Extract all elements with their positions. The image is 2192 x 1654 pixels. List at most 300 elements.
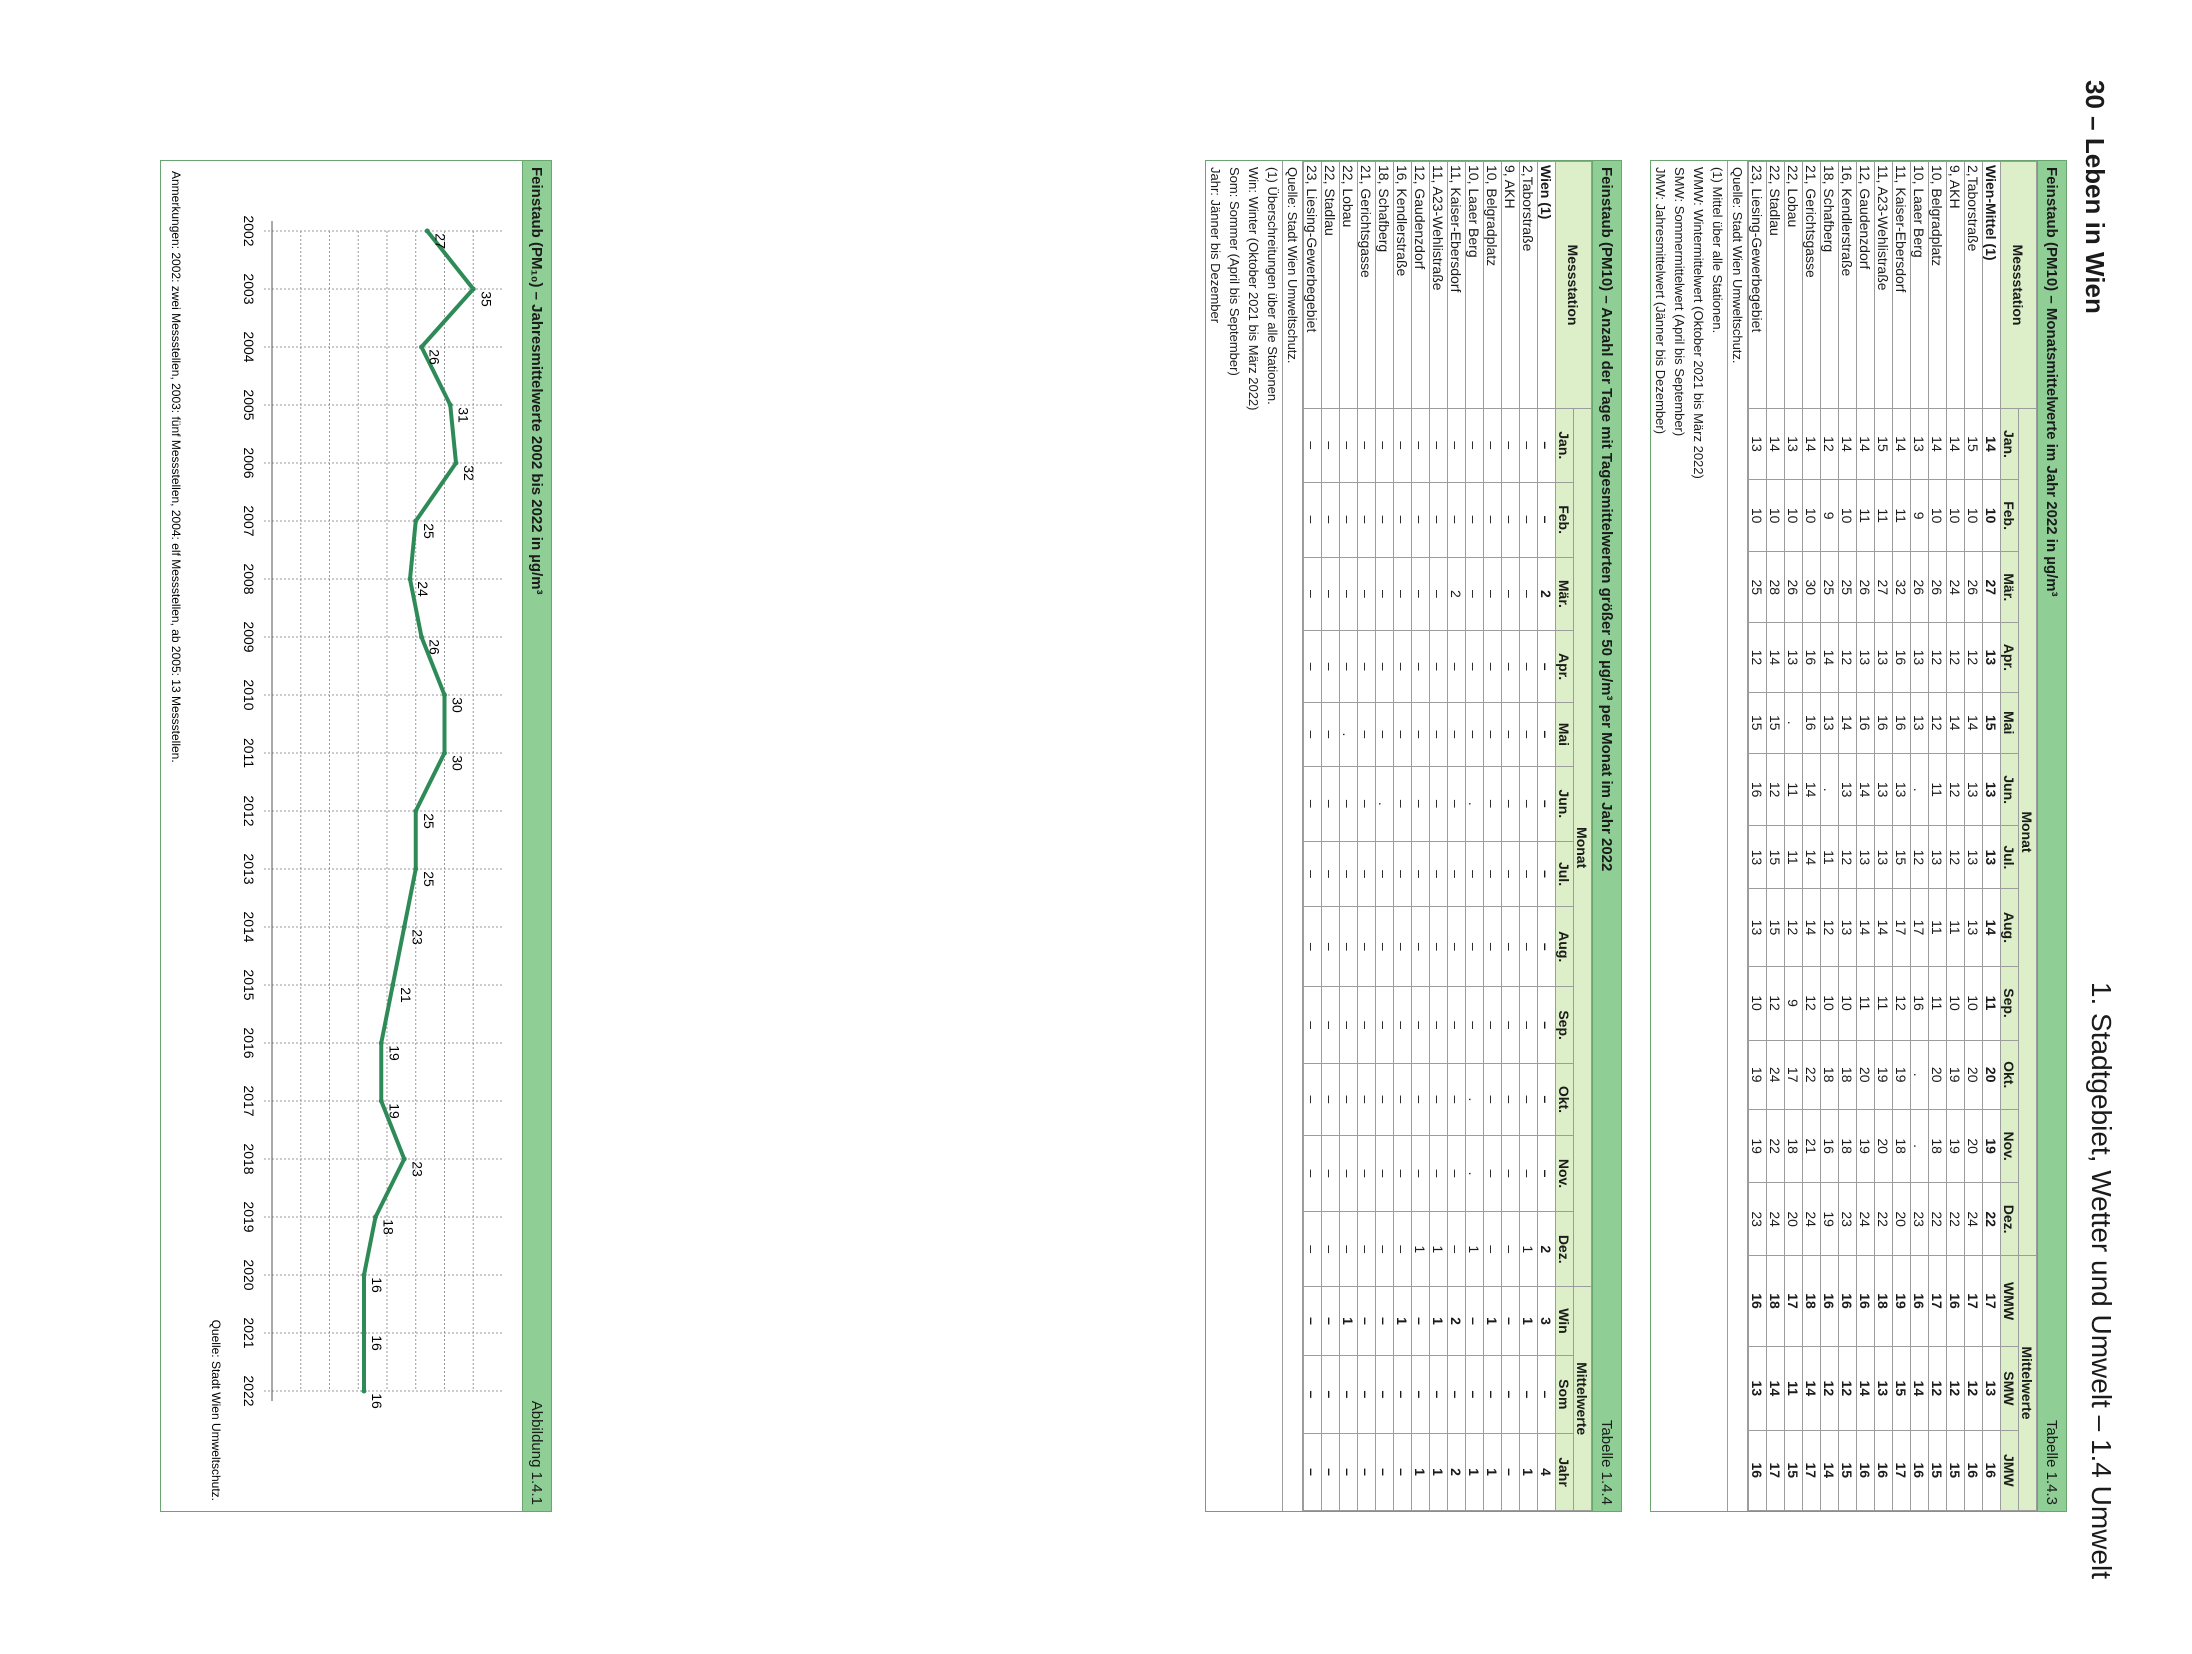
data-point: [379, 1099, 384, 1104]
table-cell: –: [1430, 766, 1448, 841]
table-cell: 1: [1520, 1434, 1538, 1511]
table-cell: 13: [1839, 889, 1857, 966]
table-cell: 13: [1983, 826, 2001, 889]
table-cell: –: [1466, 557, 1484, 631]
table-cell: 1: [1412, 1212, 1430, 1287]
table-cell: –: [1448, 703, 1466, 767]
table-cell: –: [1466, 907, 1484, 987]
table-cell: .: [1911, 753, 1929, 825]
figure-source: Quelle: Stadt Wien Umweltschutz.: [209, 1319, 223, 1501]
table-cell: 10: [1983, 479, 2001, 551]
table-cell: 11: [1857, 479, 1875, 551]
table-cell: –: [1502, 987, 1520, 1064]
table-title-bar: [1592, 161, 1621, 1511]
table-cell: –: [1466, 841, 1484, 906]
table-cell: –: [1448, 907, 1466, 987]
data-label: 26: [426, 349, 443, 365]
table-cell: 26: [1965, 552, 1983, 623]
table-cell: –: [1376, 1064, 1394, 1136]
table-title-bar: [2037, 161, 2066, 1511]
table-cell: –: [1520, 766, 1538, 841]
table-cell: –: [1322, 409, 1340, 483]
station-name: 9, AKH: [1502, 162, 1520, 409]
table-cell: 14: [1893, 409, 1911, 480]
table-cell: 9: [1785, 966, 1803, 1040]
table-cell: –: [1304, 766, 1322, 841]
table-cell: –: [1304, 841, 1322, 906]
table-cell: 1: [1412, 1434, 1430, 1511]
table-cell: 17: [1785, 1040, 1803, 1109]
table-cell: –: [1484, 557, 1502, 631]
col-month: Nov.: [2001, 1109, 2019, 1183]
table-cell: 15: [1893, 1347, 1911, 1430]
table-cell: 14: [1911, 1347, 1929, 1430]
table-cell: 26: [1929, 552, 1947, 623]
table-cell: –: [1394, 987, 1412, 1064]
table-cell: –: [1430, 841, 1448, 906]
table-cell: 12: [1839, 826, 1857, 889]
table-cell: –: [1466, 987, 1484, 1064]
col-month: Jul.: [1556, 841, 1574, 906]
table-cell: 15: [1947, 1430, 1965, 1510]
table-cell: –: [1304, 1355, 1322, 1433]
x-tick-label: 2015: [241, 969, 257, 1001]
station-name: 12, Gaudenzdorf: [1412, 162, 1430, 409]
table-cell: 23: [1749, 1183, 1767, 1255]
col-month: Apr.: [1556, 631, 1574, 703]
table-cell: 12: [1947, 826, 1965, 889]
table-cell: 9: [1911, 479, 1929, 551]
table-cell: –: [1304, 482, 1322, 557]
table-cell: 14: [1857, 409, 1875, 480]
table-cell: 10: [1749, 966, 1767, 1040]
table-cell: –: [1322, 987, 1340, 1064]
table-cell: –: [1340, 907, 1358, 987]
table-cell: 10: [1965, 479, 1983, 551]
table-cell: –: [1376, 409, 1394, 483]
col-month: Dez.: [1556, 1212, 1574, 1287]
table-cell: 10: [1839, 966, 1857, 1040]
table-cell: –: [1340, 841, 1358, 906]
table-cell: –: [1412, 409, 1430, 483]
table-cell: 22: [1929, 1183, 1947, 1255]
table-cell: –: [1412, 907, 1430, 987]
table-cell: –: [1322, 1434, 1340, 1511]
table-title: Feinstaub (PM10) – Monatsmittelwerte im Jahr 2022 in µg/m³: [2043, 167, 2061, 597]
table-cell: –: [1358, 557, 1376, 631]
table-cell: 14: [1857, 1347, 1875, 1430]
x-tick-label: 2003: [241, 273, 257, 305]
table-cell: 1: [1484, 1434, 1502, 1511]
x-tick-label: 2002: [241, 215, 257, 247]
table-cell: 13: [1911, 623, 1929, 692]
table-note: Win: Winter (Oktober 2021 bis März 2022): [1246, 167, 1261, 411]
table-cell: 26: [1785, 552, 1803, 623]
table-cell: –: [1448, 987, 1466, 1064]
table-row: [1466, 162, 1484, 1511]
table-cell: 19: [1875, 1040, 1893, 1109]
col-month: Mai: [2001, 692, 2019, 753]
table-cell: –: [1520, 987, 1538, 1064]
table-cell: 16: [1983, 1430, 2001, 1510]
data-point: [413, 867, 418, 872]
table-cell: –: [1502, 703, 1520, 767]
col-station: Messstation: [1556, 162, 1592, 409]
table-cell: –: [1358, 1355, 1376, 1433]
table-cell: 13: [1875, 753, 1893, 825]
table-cell: 16: [1893, 692, 1911, 753]
table-cell: –: [1484, 1212, 1502, 1287]
table-cell: 2: [1538, 557, 1556, 631]
data-label: 35: [478, 291, 495, 307]
table-cell: –: [1322, 1135, 1340, 1211]
table-cell: 10: [1821, 966, 1839, 1040]
table-cell: 13: [1857, 623, 1875, 692]
table-cell: 13: [1821, 692, 1839, 753]
table-cell: 18: [1929, 1109, 1947, 1183]
table-cell: 13: [1983, 623, 2001, 692]
table-cell: 10: [1767, 479, 1785, 551]
table-cell: 15: [1785, 1430, 1803, 1510]
station-name: 22, Lobau: [1785, 162, 1803, 409]
table-cell: 20: [1857, 1040, 1875, 1109]
x-tick-label: 2011: [241, 737, 257, 769]
table-row: [1322, 162, 1340, 1511]
table-note: SMW: Sommermittelwert (April bis September): [1672, 167, 1687, 437]
table-cell: 21: [1803, 1109, 1821, 1183]
col-month: Feb.: [2001, 479, 2019, 551]
station-name: 10, Laaer Berg: [1911, 162, 1929, 409]
table-row: [1358, 162, 1376, 1511]
table-cell: 30: [1803, 552, 1821, 623]
col-month: Jan.: [2001, 409, 2019, 480]
table-row: [1520, 162, 1538, 1511]
table-cell: –: [1358, 841, 1376, 906]
x-tick-label: 2012: [241, 795, 257, 827]
table-cell: 10: [1965, 966, 1983, 1040]
table-cell: 13: [1875, 826, 1893, 889]
table-cell: 1: [1394, 1287, 1412, 1355]
table-cell: –: [1520, 557, 1538, 631]
table-row: [1502, 162, 1520, 1511]
x-tick-label: 2018: [241, 1143, 257, 1175]
table-cell: –: [1484, 907, 1502, 987]
table-cell: –: [1304, 631, 1322, 703]
table-cell: –: [1340, 482, 1358, 557]
data-label: 31: [455, 407, 472, 423]
table-cell: –: [1376, 1287, 1394, 1355]
table-row: [1376, 162, 1394, 1511]
col-month: Mär.: [2001, 552, 2019, 623]
table-cell: 14: [1875, 889, 1893, 966]
table-cell: .: [1911, 1109, 1929, 1183]
table-cell: 13: [1983, 753, 2001, 825]
table-cell: –: [1448, 1212, 1466, 1287]
table-cell: 16: [1911, 1430, 1929, 1510]
data-label: 27: [432, 233, 449, 249]
x-tick-label: 2007: [241, 505, 257, 537]
table-cell: –: [1520, 482, 1538, 557]
data-point: [419, 635, 424, 640]
table-cell: 1: [1484, 1287, 1502, 1355]
col-month: Sep.: [2001, 966, 2019, 1040]
table-cell: –: [1358, 631, 1376, 703]
data-point: [425, 229, 430, 234]
table-cell: 12: [1839, 1347, 1857, 1430]
table-cell: 12: [1893, 966, 1911, 1040]
table-cell: 13: [1875, 1347, 1893, 1430]
table-row: [1929, 162, 1947, 1511]
table-cell: 32: [1893, 552, 1911, 623]
table-cell: –: [1448, 1135, 1466, 1211]
table-cell: 14: [1839, 692, 1857, 753]
table-note: (1) Mittel über alle Stationen.: [1708, 161, 1728, 1511]
x-tick-label: 2010: [241, 679, 257, 711]
table-row: [1947, 162, 1965, 1511]
table-cell: –: [1412, 557, 1430, 631]
table-cell: –: [1484, 1064, 1502, 1136]
table-cell: –: [1430, 1064, 1448, 1136]
table-cell: 12: [1785, 889, 1803, 966]
table-cell: –: [1376, 1135, 1394, 1211]
table-cell: 23: [1839, 1183, 1857, 1255]
table-cell: –: [1304, 987, 1322, 1064]
table-tag: Tabelle 1.4.4: [1598, 1419, 1616, 1505]
table-note: Som: Sommer (April bis September): [1227, 167, 1242, 376]
table-cell: –: [1466, 1287, 1484, 1355]
table-cell: –: [1430, 631, 1448, 703]
table-cell: –: [1340, 1135, 1358, 1211]
table-cell: –: [1376, 1212, 1394, 1287]
table-cell: .: [1376, 766, 1394, 841]
table-cell: 14: [1983, 409, 2001, 480]
table-cell: –: [1376, 482, 1394, 557]
table-cell: 17: [1983, 1255, 2001, 1346]
table-cell: 13: [1749, 826, 1767, 889]
figure-tag: Abbildung 1.4.1: [528, 1400, 546, 1505]
table-cell: –: [1466, 1355, 1484, 1433]
table-cell: 17: [1767, 1430, 1785, 1510]
table-row: [1340, 162, 1358, 1511]
station-name: 11, Kaiser-Ebersdorf: [1448, 162, 1466, 409]
table-cell: –: [1412, 1135, 1430, 1211]
table-cell: .: [1466, 1064, 1484, 1136]
col-month: Nov.: [1556, 1135, 1574, 1211]
table-cell: 12: [1911, 826, 1929, 889]
table-cell: 14: [1803, 1347, 1821, 1430]
table-cell: –: [1520, 907, 1538, 987]
table-row: [1893, 162, 1911, 1511]
data-label: 18: [380, 1219, 397, 1235]
table-row: [1448, 162, 1466, 1511]
table-cell: –: [1322, 1064, 1340, 1136]
table-cell: 1: [1340, 1287, 1358, 1355]
table-cell: 13: [1785, 409, 1803, 480]
page-header-left: 30 – Leben in Wien: [2080, 80, 2110, 314]
table-cell: 15: [1749, 692, 1767, 753]
table-cell: 14: [1857, 753, 1875, 825]
table-cell: –: [1340, 987, 1358, 1064]
table-cell: –: [1394, 1434, 1412, 1511]
data-label: 24: [415, 581, 431, 597]
table-cell: 16: [1875, 1430, 1893, 1510]
data-label: 23: [409, 929, 426, 945]
table-cell: 10: [1947, 966, 1965, 1040]
table-cell: –: [1502, 766, 1520, 841]
table-cell: –: [1304, 1434, 1322, 1511]
table-cell: 18: [1785, 1109, 1803, 1183]
table-cell: 26: [1911, 552, 1929, 623]
table-cell: –: [1520, 841, 1538, 906]
table-cell: –: [1412, 987, 1430, 1064]
col-month: Jan.: [1556, 409, 1574, 483]
table-cell: –: [1322, 631, 1340, 703]
col-group-mean: Mittelwerte: [1574, 1287, 1592, 1511]
table-cell: 14: [1803, 889, 1821, 966]
x-tick-label: 2005: [241, 389, 257, 421]
table-cell: –: [1394, 1355, 1412, 1433]
table-cell: 20: [1965, 1109, 1983, 1183]
table-cell: –: [1448, 841, 1466, 906]
table-cell: .: [1785, 692, 1803, 753]
table-cell: 19: [1749, 1040, 1767, 1109]
table-cell: –: [1430, 987, 1448, 1064]
table-cell: –: [1322, 703, 1340, 767]
table-cell: –: [1394, 1064, 1412, 1136]
table-cell: –: [1412, 631, 1430, 703]
table-cell: .: [1466, 766, 1484, 841]
table-cell: 4: [1538, 1434, 1556, 1511]
table-cell: –: [1502, 1287, 1520, 1355]
table-cell: 17: [1893, 889, 1911, 966]
table-row: [1304, 162, 1322, 1511]
table-cell: 24: [1767, 1040, 1785, 1109]
table-cell: –: [1448, 631, 1466, 703]
line-chart: [156, 161, 522, 1511]
table-cell: –: [1412, 1287, 1430, 1355]
table-cell: –: [1430, 907, 1448, 987]
table-cell: –: [1484, 482, 1502, 557]
station-name: 11, Kaiser-Ebersdorf: [1893, 162, 1911, 409]
table-cell: 20: [1785, 1183, 1803, 1255]
table-cell: –: [1304, 409, 1322, 483]
table-cell: –: [1412, 766, 1430, 841]
table-cell: –: [1340, 409, 1358, 483]
table-cell: –: [1340, 631, 1358, 703]
table-cell: 16: [1911, 966, 1929, 1040]
table-cell: 24: [1803, 1183, 1821, 1255]
station-name: 10, Laaer Berg: [1466, 162, 1484, 409]
table-row: [1857, 162, 1875, 1511]
table-cell: –: [1322, 907, 1340, 987]
table-cell: 25: [1749, 552, 1767, 623]
table-cell: 10: [1749, 479, 1767, 551]
table-cell: –: [1502, 1212, 1520, 1287]
data-label: 30: [449, 755, 466, 771]
table-cell: 11: [1983, 966, 2001, 1040]
table-row: [1839, 162, 1857, 1511]
table-cell: –: [1466, 703, 1484, 767]
table-cell: 14: [1767, 623, 1785, 692]
table-cell: 23: [1911, 1183, 1929, 1255]
table-cell: –: [1430, 557, 1448, 631]
data-label: 23: [409, 1161, 426, 1177]
table-cell: –: [1502, 631, 1520, 703]
station-name: 23, Liesing-Gewerbegebiet: [1304, 162, 1322, 409]
x-tick-label: 2021: [241, 1317, 257, 1349]
x-tick-label: 2014: [241, 911, 257, 943]
table-note: Jahr: Jänner bis Dezember: [1208, 167, 1223, 324]
data-point: [471, 287, 476, 292]
x-tick-label: 2017: [241, 1085, 257, 1117]
table-cell: –: [1466, 409, 1484, 483]
table-cell: 14: [1929, 409, 1947, 480]
table-cell: 22: [1983, 1183, 2001, 1255]
table-cell: 18: [1839, 1040, 1857, 1109]
table-cell: 12: [1821, 1347, 1839, 1430]
table-cell: 12: [1947, 1347, 1965, 1430]
table-cell: 16: [1749, 1255, 1767, 1346]
table-cell: –: [1502, 482, 1520, 557]
table-cell: 2: [1538, 1212, 1556, 1287]
table-cell: –: [1394, 1212, 1412, 1287]
table-cell: –: [1322, 766, 1340, 841]
table-cell: 13: [1839, 753, 1857, 825]
table-cell: 11: [1947, 889, 1965, 966]
table-cell: 15: [1983, 692, 2001, 753]
table-cell: 25: [1839, 552, 1857, 623]
table-cell: –: [1322, 1212, 1340, 1287]
table-cell: –: [1430, 1135, 1448, 1211]
table-cell: –: [1394, 557, 1412, 631]
table-cell: –: [1358, 1212, 1376, 1287]
table-cell: .: [1821, 753, 1839, 825]
table-row: [1983, 162, 2001, 1511]
table-cell: 12: [1803, 966, 1821, 1040]
table-cell: –: [1394, 766, 1412, 841]
table-cell: –: [1304, 557, 1322, 631]
station-name: 21, Gerichtsgasse: [1803, 162, 1821, 409]
table-cell: 19: [1749, 1109, 1767, 1183]
table-row: [1430, 162, 1448, 1511]
data-point: [448, 403, 453, 408]
table-row: [1785, 162, 1803, 1511]
table-cell: 11: [1875, 479, 1893, 551]
table-cell: –: [1376, 1355, 1394, 1433]
table-cell: 19: [1893, 1255, 1911, 1346]
table-cell: 27: [1875, 552, 1893, 623]
table-cell: 19: [1983, 1109, 2001, 1183]
table-row: [1803, 162, 1821, 1511]
table-cell: 13: [1749, 409, 1767, 480]
table-cell: 17: [1965, 1255, 1983, 1346]
table-cell: –: [1484, 1355, 1502, 1433]
table-row: [1911, 162, 1929, 1511]
table-cell: –: [1340, 1355, 1358, 1433]
table-cell: 13: [1893, 753, 1911, 825]
table-cell: 14: [1821, 1430, 1839, 1510]
data-point: [362, 1273, 367, 1278]
table-cell: 12: [1929, 1347, 1947, 1430]
table-cell: 9: [1821, 479, 1839, 551]
table-cell: 13: [1965, 753, 1983, 825]
table-cell: 27: [1983, 552, 2001, 623]
col-mean: Win: [1556, 1287, 1574, 1355]
table-cell: 11: [1875, 966, 1893, 1040]
table-cell: –: [1448, 1355, 1466, 1433]
table-cell: –: [1376, 703, 1394, 767]
table-cell: 22: [1947, 1183, 1965, 1255]
